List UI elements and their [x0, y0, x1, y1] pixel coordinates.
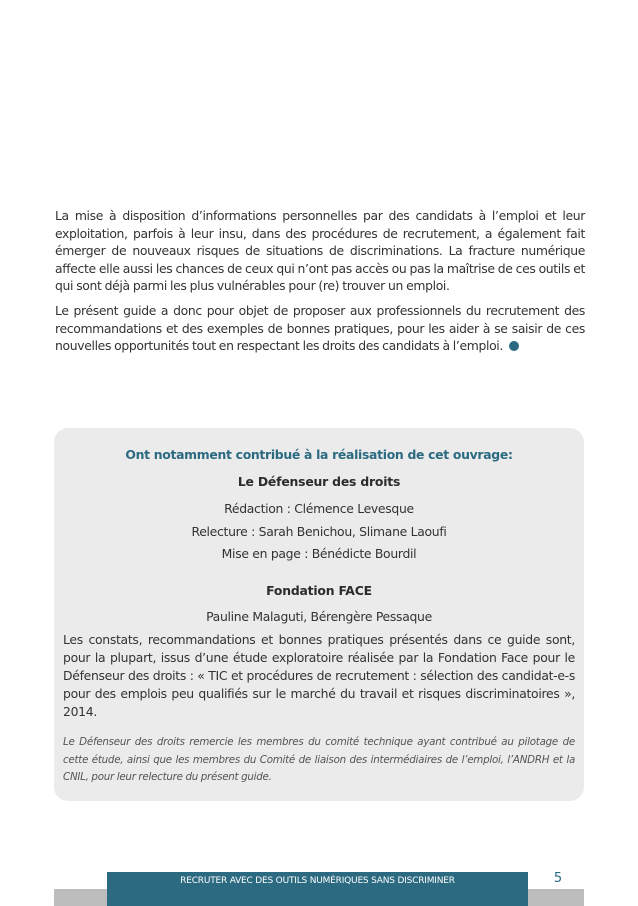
credits-box — [54, 428, 584, 801]
credits-org-face: Fondation FACE — [266, 583, 372, 598]
credits-face-people: Pauline Malaguti, Bérengère Pessaque — [206, 609, 432, 624]
page-number: 5 — [553, 871, 563, 886]
end-of-section-dot-icon — [509, 341, 519, 351]
intro-paragraph-1: La mise à disposition d’informations personnelles par des candidats à l’emploi et leur exploitation, parfois à leur insu, dans des procédures de recrutement, a également fait émerger de nouveaux risques de situations de discriminations. La fracture numérique affecte elle aussi les chances de ceux qui n’ont pas accès ou pas la maîtrise de ces outils et qui sont déjà parmi les plus vulnérables pour (re) trouver un emploi. — [55, 208, 585, 294]
credits-acknowledgement: Le Défenseur des droits remercie les membres du comité technique ayant contribué au pilotage de cette étude, ainsi que les membres du Comité de liaison des intermédiaires de l’emploi, l’ANDRH et la CNIL, pour leur relecture du présent guide. — [63, 736, 575, 783]
footer-title-bar — [107, 872, 528, 906]
footer-title: RECRUTER AVEC DES OUTILS NUMÉRIQUES SANS DISCRIMINER — [180, 876, 455, 886]
credits-redaction: Rédaction : Clémence Levesque — [224, 501, 414, 516]
intro-paragraph-2 — [55, 302, 585, 355]
intro-text — [55, 207, 585, 362]
credits-mise-en-page: Mise en page : Bénédicte Bourdil — [221, 546, 417, 561]
intro-paragraph-2-text: Le présent guide a donc pour objet de proposer aux professionnels du recrutement des recommandations et des exemples de bonnes pratiques, pour les aider à se saisir de ces nouvelles opportunités tout en respectant les droits des candidats à l’emploi. — [55, 302, 585, 354]
credits-heading: Ont notamment contribué à la réalisation de cet ouvrage: — [125, 447, 513, 462]
credits-relecture: Relecture : Sarah Benichou, Slimane Laoufi — [191, 524, 447, 539]
credits-body: Les constats, recommandations et bonnes pratiques présentés dans ce guide sont, pour la plupart, issus d’une étude exploratoire réalisée par la Fondation Face pour le Défenseur des droits : « TIC et procédures de recrutement : sélection des candidat-e-s pour des emplois peu qualifiés sur le marché du travail et risques discriminatoires », 2014. — [63, 632, 575, 719]
credits-org-defenseur: Le Défenseur des droits — [237, 474, 401, 489]
